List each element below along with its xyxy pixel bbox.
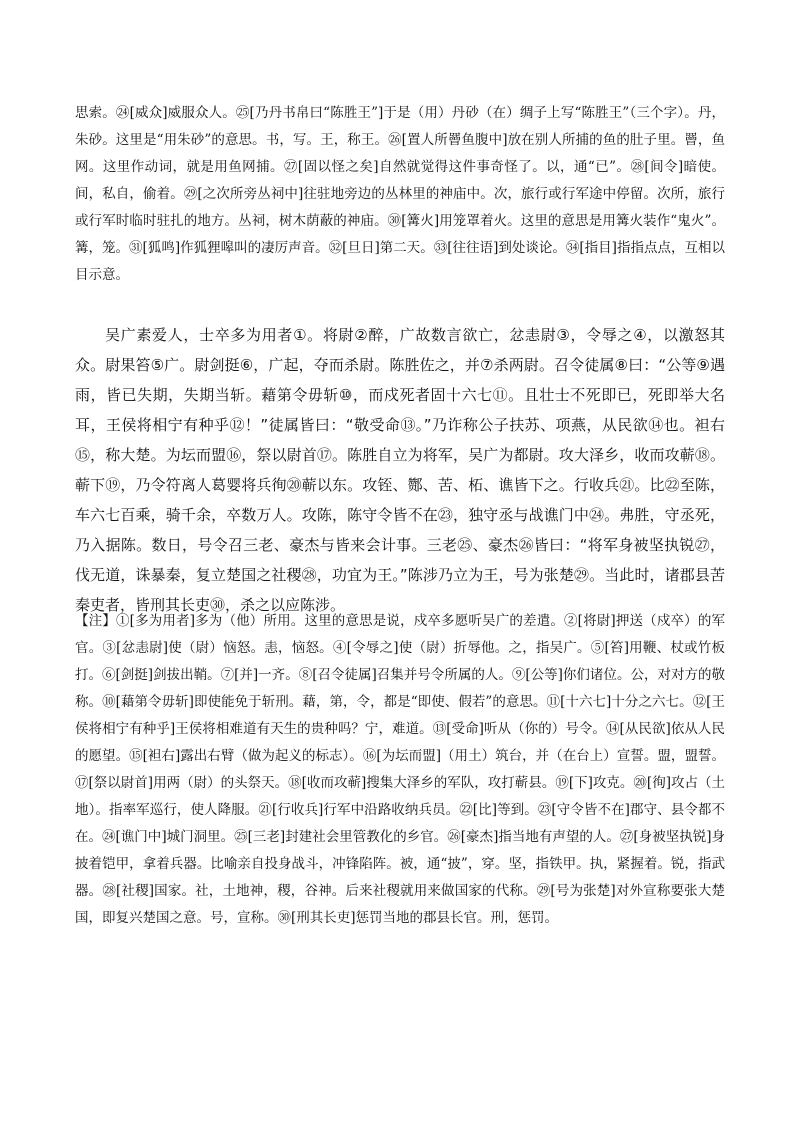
annotation-block-bottom — [75, 608, 725, 932]
annotation-block-top — [75, 100, 725, 289]
annotation-text-top: 思索。㉔[威众]威服众人。㉕[乃丹书帛曰“陈胜王”]于是（用）丹砂（在）绸子上写“陈胜王”（三个字）。丹，朱砂。这里是“用朱砂”的意思。书，写。王，称王。㉖[置人所罾鱼腹中]放在别人所捕的鱼的肚子里。罾，鱼网。这里作动词，就是用鱼网捕。㉗[固以怪之矣]自然就觉得这件事奇怪了。以，通“已”。㉘[间令]暗使。间，私自，偷着。㉙[之次所旁丛祠中]往驻地旁边的丛林里的神庙中。次，旅行或行军途中停留。次所，旅行或行军时临时驻扎的地方。丛祠，树木荫蔽的神庙。㉚[篝火]用笼罩着火。这里的意思是用篝火装作“鬼火”。篝，笼。㉛[狐鸣]作狐狸嗥叫的凄厉声音。㉜[旦日]第二天。㉝[往往语]到处谈论。㉞[指目]指指点点，互相以目示意。 — [75, 105, 725, 283]
classical-text-passage: 吴广素爱人，士卒多为用者①。将尉②醉，广故数言欲亡，忿恚尉③，令辱之④，以激怒其众。尉果笞⑤广。尉剑挺⑥，广起，夺而杀尉。陈胜佐之，并⑦杀两尉。召令徒属⑧曰：“公等⑨遇雨，皆已失期，失期当斩。藉第令毋斩⑩，而戍死者固十六七⑪。且壮士不死即已，死即举大名耳，王侯将相宁有种乎⑫！”徒属皆曰：“敬受命⑬。”乃诈称公子扶苏、项燕，从民欲⑭也。袒右⑮，称大楚。为坛而盟⑯，祭以尉首⑰。陈胜自立为将军，吴广为都尉。攻大泽乡，收而攻蕲⑱。蕲下⑲，乃令符离人葛婴将兵徇⑳蕲以东。攻铚、酂、苦、柘、谯皆下之。行收兵㉑。比㉒至陈，车六七百乘，骑千余，卒数万人。攻陈，陈守令皆不在㉓，独守丞与战谯门中㉔。弗胜，守丞死，乃入据陈。数日，号令召三老、豪杰与皆来会计事。三老㉕、豪杰㉖皆曰：“将军身被坚执锐㉗，伐无道，诛暴秦，复立楚国之社稷㉘，功宜为王。”陈涉乃立为王，号为张楚㉙。当此时，诸郡县苦秦吏者，皆刑其长吏㉚，杀之以应陈涉。 — [75, 326, 725, 614]
annotation-text-bottom: 【注】①[多为用者]多为（他）所用。这里的意思是说，戍卒多愿听吴广的差遣。②[将尉]押送（戍卒）的军官。③[忿恚尉]使（尉）恼怒。恚，恼怒。④[令辱之]使（尉）折辱他。之，指吴广。⑤[笞]用鞭、杖或竹板打。⑥[剑挺]剑拔出鞘。⑦[并]一齐。⑧[召令徒属]召集并号令所属的人。⑨[公等]你们诸位。公，对对方的敬称。⑩[藉第令毋斩]即使能免于斩刑。藉，第，令，都是“即使、假若”的意思。⑪[十六七]十分之六七。⑫[王侯将相宁有种乎]王侯将相难道有天生的贵种吗？宁，难道。⑬[受命]听从（你的）号令。⑭[从民欲]依从人民的愿望。⑮[袒右]露出右臂（做为起义的标志）。⑯[为坛而盟]（用土）筑台，并（在台上）宣誓。盟，盟誓。⑰[祭以尉首]用两（尉）的头祭天。⑱[收而攻蕲]搜集大泽乡的军队，攻打蕲县。⑲[下]攻克。⑳[徇]攻占（土地）。指率军巡行，使人降服。㉑[行收兵]行军中沿路收纳兵员。㉒[比]等到。㉓[守令皆不在]郡守、县令都不在。㉔[谯门中]城门洞里。㉕[三老]封建社会里管教化的乡官。㉖[豪杰]指当地有声望的人。㉗[身被坚执锐]身披着铠甲，拿着兵器。比喻亲自投身战斗，冲锋陷阵。被，通“披”，穿。坚，指铁甲。执，紧握着。锐，指武器。㉘[社稷]国家。社，土地神，稷，谷神。后来社稷就用来做国家的代称。㉙[号为张楚]对外宣称要张大楚国，即复兴楚国之意。号，宣称。㉚[刑其长吏]惩罚当地的郡县长官。刑，惩罚。 — [75, 613, 725, 926]
